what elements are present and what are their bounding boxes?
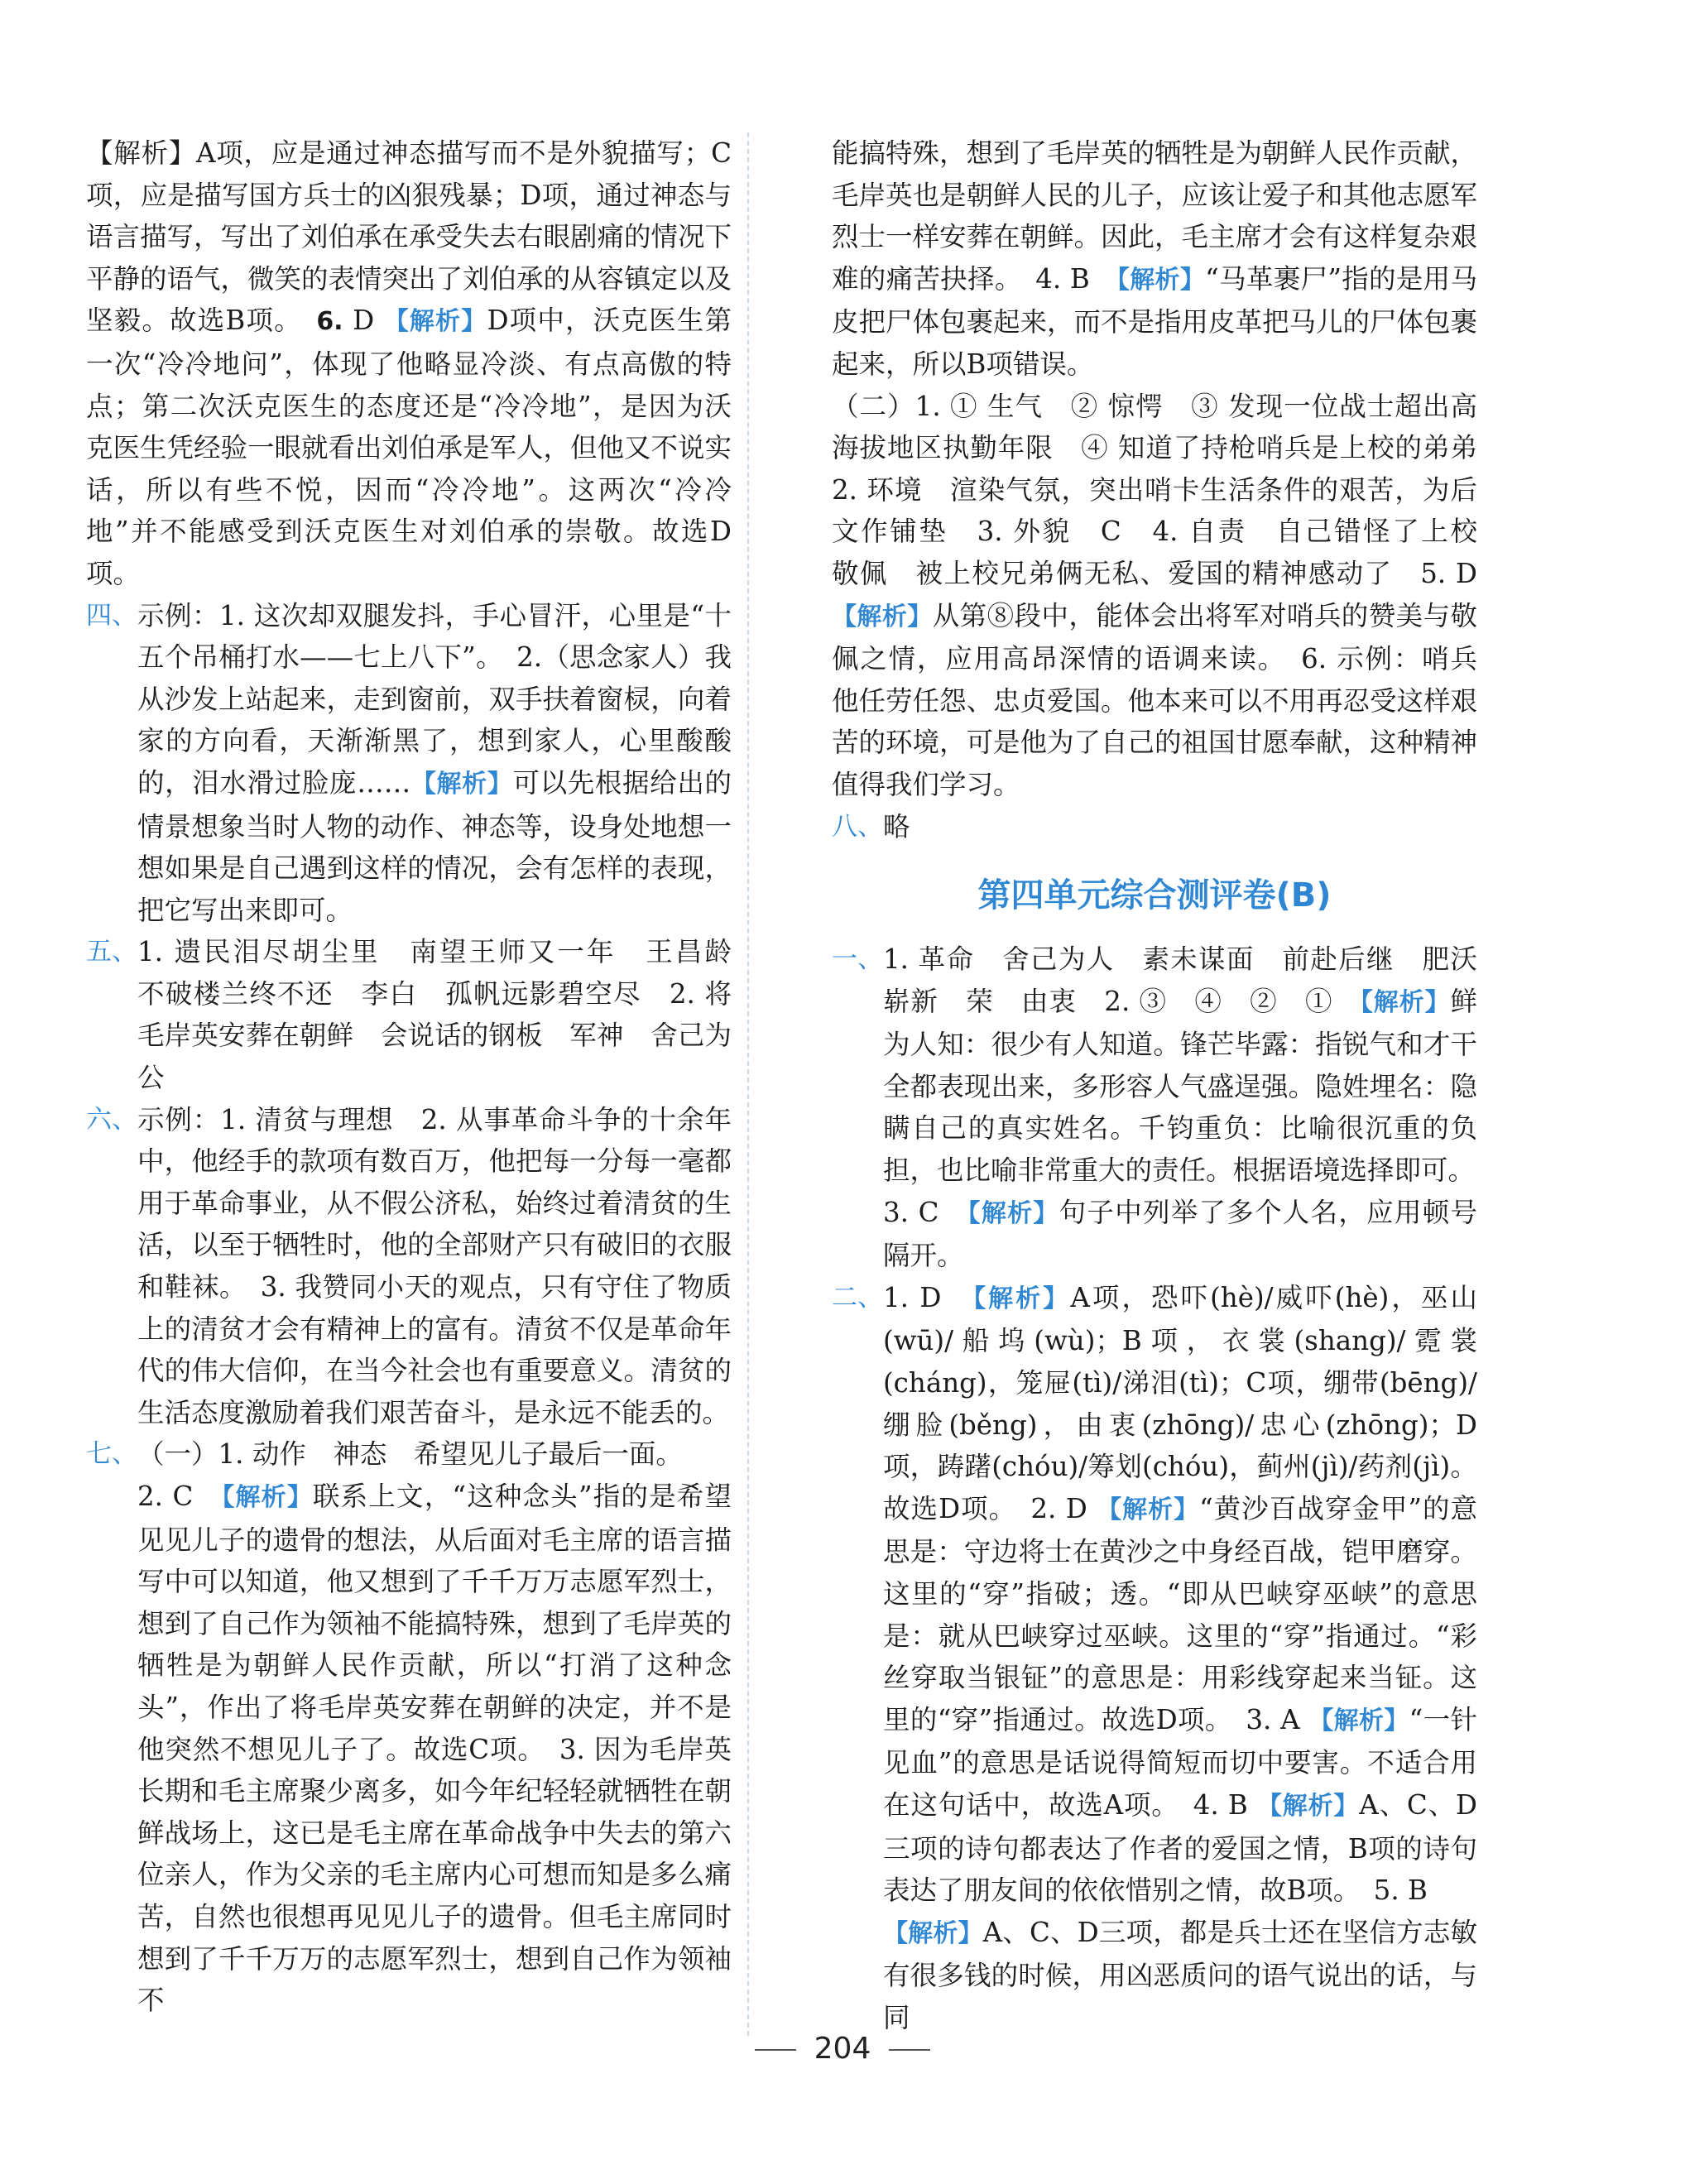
analysis-tag: 【解析】 bbox=[383, 307, 487, 337]
unit-test-title: 第四单元综合测评卷(B) bbox=[977, 876, 1332, 915]
section-four: 四、 示例：1. 这次却双腿发抖，手心冒汗，心里是“十五个吊桶打水——七上八下”。 2.（思念家人）我从沙发上站起来，走到窗前，双手扶着窗棂，向着家的方向看，天渐渐黑了，想到家人，心里酸酸的，泪水滑过脸庞……【解析】可以先根据给出的情景想象当时人物的动作、神态等，设身处地想一想如果是自己遇到这样的情况，会有怎样的表现，把它写出来即可。 bbox=[86, 595, 732, 932]
analysis-tag: 【解析】 bbox=[1308, 1706, 1409, 1735]
analysis-tag: 【解析】 bbox=[1097, 1495, 1200, 1524]
section-label: 六、 bbox=[86, 1104, 137, 1135]
page-number-dash-left bbox=[755, 2049, 796, 2051]
answer-paragraph-continued: 能搞特殊，想到了毛岸英的牺牲是为朝鲜人民作贡献，毛岸英也是朝鲜人民的儿子，应该让爱子和其他志愿军烈士一样安葬在朝鲜。因此，毛主席才会有这样复杂艰难的痛苦抉择。 4. B 【解析】“马革裹尸”指的是用马皮把尸体包裹起来，而不是指用皮革把马儿的尸体包裹起来，所以B项错误。 bbox=[832, 137, 1478, 380]
answer-paragraph-intro: 【解析】A项，应是通过神态描写而不是外貌描写；C项，应是描写国方兵士的凶狠残暴；D项，通过神态与语言描写，写出了刘伯承在承受失去右眼剧痛的情况下平静的语气，微笑的表情突出了刘伯承的从容镇定以及坚毅。故选B项。 6. D 【解析】D项中，沃克医生第一次“冷冷地问”，体现了他略显冷淡、有点高傲的特点；第二次沃克医生的态度还是“冷冷地”，是因为沃克医生凭经验一眼就看出刘伯承是军人，但他又不说实话，所以有些不悦，因而“冷冷地”。这两次“冷冷地”并不能感受到沃克医生对刘伯承的崇敬。故选D项。 bbox=[86, 137, 732, 589]
analysis-tag: 【解析】 bbox=[1360, 987, 1451, 1017]
analysis-tag: 【解析】 bbox=[1116, 265, 1206, 295]
section-label: 四、 bbox=[86, 600, 137, 631]
section-label: 八、 bbox=[832, 811, 883, 842]
section-five: 五、 1. 遗民泪尽胡尘里 南望王师又一年 王昌龄 不破楼兰终不还 李白 孤帆远影碧空尽 2. 将毛岸英安葬在朝鲜 会说话的钢板 军神 舍己为公 bbox=[86, 931, 732, 1098]
analysis-tag: 【解析】 bbox=[967, 1198, 1059, 1228]
right-column bbox=[832, 132, 1505, 2039]
page-number-dash-right bbox=[889, 2049, 930, 2051]
analysis-tag: 【解析】 bbox=[1256, 1791, 1360, 1821]
analysis-tag: 【解析】 bbox=[832, 602, 933, 631]
section-label: 二、 bbox=[832, 1282, 883, 1313]
left-column bbox=[86, 132, 759, 2022]
section-eight: 八、 略 bbox=[832, 806, 1477, 848]
section-b-one: 一、 1. 革命 舍己为人 素未谋面 前赴后继 肥沃 崭新 荣 由衷 2. ③ ④ ② ① 【解析】鲜为人知：很少有人知道。锋芒毕露：指锐气和才干全都表现出来，多形容人气盛逞强。隐姓埋名：隐瞒自己的真实姓名。千钧重负：比喻很沉重的负担，也比喻非常重大的责任。根据语境选择即可。 3. C 【解析】句子中列举了多个人名，应用顿号隔开。 bbox=[832, 938, 1477, 1277]
analysis-tag: 【解析】 bbox=[410, 769, 513, 799]
answer-paragraph-two: （二）1. ① 生气 ② 惊愕 ③ 发现一位战士超出高海拔地区执勤年限 ④ 知道了持枪哨兵是上校的弟弟 2. 环境 渲染气氛，突出哨卡生活条件的艰苦，为后文作铺垫 3. 外貌 C 4. 自责 自己错怪了上校 敬佩 被上校兄弟俩无私、爱国的精神感动了 5. D 【解析】从第⑧段中，能体会出将军对哨兵的赞美与敬佩之情，应用高昂深情的语调来读。 6. 示例：哨兵 他任劳任怨、忠贞爱国。他本来可以不用再忍受这样艰苦的环境，可是他为了自己的祖国甘愿奉献，这种精神值得我们学习。 bbox=[832, 390, 1505, 800]
section-b-two: 二、 1. D 【解析】A项，恐吓(hè)/威吓(hè)，巫山(wū)/船坞(wù)；B项，衣裳(shang)/霓裳(cháng)，笼屉(tì)/涕泪(tì)；C项，绷带(bēng)/绷脸(běng)，由衷(zhōng)/忠心(zhōng)；D项，踌躇(chóu)/筹划(chóu)，蓟州(jì)/药剂(jì)。故选D项。 2. D 【解析】“黄沙百战穿金甲”的意思是：守边将士在黄沙之中身经百战，铠甲磨穿。这里的“穿”指破；透。“即从巴峡穿巫峡”的意思是：就从巴峡穿过巫峡。这里的“穿”指通过。“彩丝穿取当银钲”的意思是：用彩线穿起来当钲。这里的“穿”指通过。故选D项。 3. A 【解析】“一针见血”的意思是话说得简短而切中要害。不适合用在这句话中，故选A项。 4. B 【解析】A、C、D三项的诗句都表达了作者的爱国之情，B项的诗句表达了朋友间的依依惜别之情，故B项。 5. B 【解析】A、C、D三项，都是兵士还在坚信方志敏有很多钱的时候，用凶恶质问的语气说出的话，与同 bbox=[832, 1277, 1477, 2039]
column-divider bbox=[747, 132, 749, 2036]
section-label: 七、 bbox=[86, 1439, 137, 1470]
section-seven: 七、 （一）1. 动作 神态 希望见儿子最后一面。 2. C 【解析】联系上文，“这种念头”指的是希望见见儿子的遗骨的想法，从后面对毛主席的语言描写中可以知道，他又想到了千千万万志愿军烈士，想到了自己作为领袖不能搞特殊，想到了毛岸英的牺牲是为朝鲜人民作贡献，所以“打消了这种念头”，作出了将毛岸英安葬在朝鲜的决定，并不是他突然不想见儿子了。故选C项。 3. 因为毛岸英长期和毛主席聚少离多，如今年纪轻轻就牺牲在朝鲜战场上，这已是毛主席在革命战争中失去的第六位亲人，作为父亲的毛主席内心可想而知是多么痛苦，自然也很想再见见儿子的遗骨。但毛主席同时想到了千千万万的志愿军烈士，想到自己作为领袖不 bbox=[86, 1433, 732, 2021]
analysis-tag: 【解析】 bbox=[883, 1918, 983, 1948]
section-six: 六、 示例：1. 清贫与理想 2. 从事革命斗争的十余年中，他经手的款项有数百万，他把每一分每一毫都用于革命事业，从不假公济私，始终过着清贫的生活，以至于牺牲时，他的全部财产只有破旧的衣服和鞋袜。 3. 我赞同小天的观点，只有守住了物质上的清贫才会有精神上的富有。清贫不仅是革命年代的伟大信仰，在当今社会也有重要意义。清贫的生活态度激励着我们艰苦奋斗，是永远不能丢的。 bbox=[86, 1099, 732, 1434]
analysis-tag: 【解析】 bbox=[222, 1483, 313, 1512]
analysis-tag: 【解析】 bbox=[973, 1284, 1071, 1313]
section-label: 一、 bbox=[832, 944, 883, 975]
section-label: 五、 bbox=[86, 937, 137, 967]
page-number: 204 bbox=[0, 2032, 1685, 2066]
